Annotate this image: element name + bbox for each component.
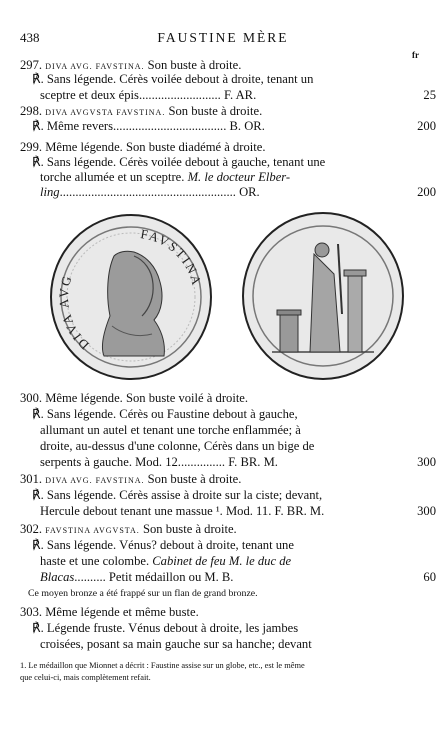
- entry-number: 303.: [20, 605, 43, 619]
- entry-303-heading: [20, 605, 199, 619]
- coin-legend: DIVA AVG. FAVSTINA.: [45, 62, 145, 71]
- entry-number: 297.: [20, 58, 43, 72]
- obverse-desc: Son buste à droite.: [144, 58, 242, 72]
- obverse-legend-right: FAVSTINA: [139, 226, 205, 289]
- obverse-desc: Même légende et même buste.: [45, 605, 199, 619]
- entry-302-note: Ce moyen bronze a été frappé sur un flan de grand bronze.: [28, 588, 258, 599]
- entry-301-reverse: ℟. Sans légende. Cérès assise à droite sur la ciste; devant,: [32, 488, 323, 502]
- page-number: 438: [20, 30, 40, 45]
- entry-302-reverse-cont: haste et une colombe. Cabinet de feu M. le duc de: [40, 554, 292, 568]
- metal: F. AR.: [223, 88, 257, 102]
- entry-299-reverse-end: ling........................................................ OR.: [40, 185, 260, 199]
- price: 200: [417, 119, 436, 133]
- obverse-desc: Même légende. Son buste voilé à droite.: [45, 391, 249, 405]
- collection-name: Cabinet de feu M. le duc de: [152, 554, 292, 568]
- running-title: FAUSTINE MÈRE: [157, 30, 289, 45]
- obverse-desc: Son buste à droite.: [144, 472, 242, 486]
- reverse-coin-image: [242, 212, 404, 380]
- coin-legend: DIVA AVG. FAVSTINA.: [45, 476, 145, 485]
- entry-300-reverse-cont1: allumant un autel et tenant une torche enflammée; à: [40, 423, 301, 437]
- entry-299-reverse-cont: torche allumée et un sceptre. M. le docteur Elber-: [40, 170, 291, 184]
- coin-legend: FAVSTINA AVGVSTA.: [45, 526, 140, 535]
- entry-299-heading: [20, 140, 266, 154]
- obverse-desc: Même légende. Son buste diadémé à droite.: [45, 140, 266, 154]
- entry-303-reverse-cont: croisées, posant sa main gauche sur sa hanche; devant: [40, 637, 312, 651]
- entry-297-reverse: ℟. Sans légende. Cérès voilée debout à droite, tenant un: [32, 72, 314, 86]
- metal: F. BR. M.: [228, 455, 278, 469]
- entry-300-reverse-cont2: droite, au-dessus d'une colonne, Cérès dans un bige de: [40, 439, 315, 453]
- svg-text:DIVA AVG: [56, 272, 92, 352]
- collection-name: M. le docteur Elber-: [187, 170, 291, 184]
- obverse-coin-image: [50, 214, 212, 380]
- entry-298-reverse: ℟. Même revers.................................... B. OR.: [32, 119, 265, 133]
- entry-299-reverse: ℟. Sans légende. Cérès voilée debout à gauche, tenant une: [32, 155, 326, 169]
- metal: OR.: [239, 185, 260, 199]
- price: 300: [417, 504, 436, 518]
- entry-number: 300.: [20, 391, 43, 405]
- obverse-desc: Son buste à droite.: [165, 104, 263, 118]
- entry-297-reverse-cont: sceptre et deux épis.......................... F. AR.: [40, 88, 257, 102]
- obverse-desc: Son buste à droite.: [139, 522, 237, 536]
- price: 60: [423, 570, 436, 584]
- entry-number: 301.: [20, 472, 43, 486]
- coin-legend: DIVA AVGVSTA FAVSTINA.: [45, 108, 166, 117]
- entry-number: 298.: [20, 104, 43, 118]
- entry-301-reverse-cont: Hercule debout tenant une massue ¹. Mod. 11. F. BR. M.: [40, 504, 325, 518]
- price: 25: [423, 88, 436, 102]
- entry-302-heading: [20, 522, 237, 538]
- metal: F. BR. M.: [274, 504, 325, 518]
- entry-302-reverse: ℟. Sans légende. Vénus? debout à droite, tenant une: [32, 538, 294, 552]
- price: 200: [417, 185, 436, 199]
- price: 300: [417, 455, 436, 469]
- entry-300-reverse: ℟. Sans légende. Cérès ou Faustine debout à gauche,: [32, 407, 298, 421]
- entry-300-reverse-end: serpents à gauche. Mod. 12............... F. BR. M.: [40, 455, 278, 469]
- entry-number: 299.: [20, 140, 43, 154]
- column-label: fr: [412, 50, 419, 60]
- footnote-line-2: que celui-ci, mais complètement refait.: [20, 673, 151, 682]
- footnote-line-1: 1. Le médaillon que Mionnet a décrit : Faustine assise sur un globe, etc., est le même: [20, 661, 305, 670]
- metal: B. OR.: [229, 119, 265, 133]
- entry-303-reverse: ℟. Légende fruste. Vénus debout à droite, les jambes: [32, 621, 299, 635]
- entry-298-heading: [20, 104, 262, 120]
- entry-300-heading: [20, 391, 248, 405]
- entry-301-heading: [20, 472, 241, 488]
- entry-number: 302.: [20, 522, 43, 536]
- obverse-legend-left: DIVA AVG: [55, 272, 92, 353]
- entry-302-reverse-end: Blacas.......... Petit médaillon ou M. B.: [40, 570, 234, 584]
